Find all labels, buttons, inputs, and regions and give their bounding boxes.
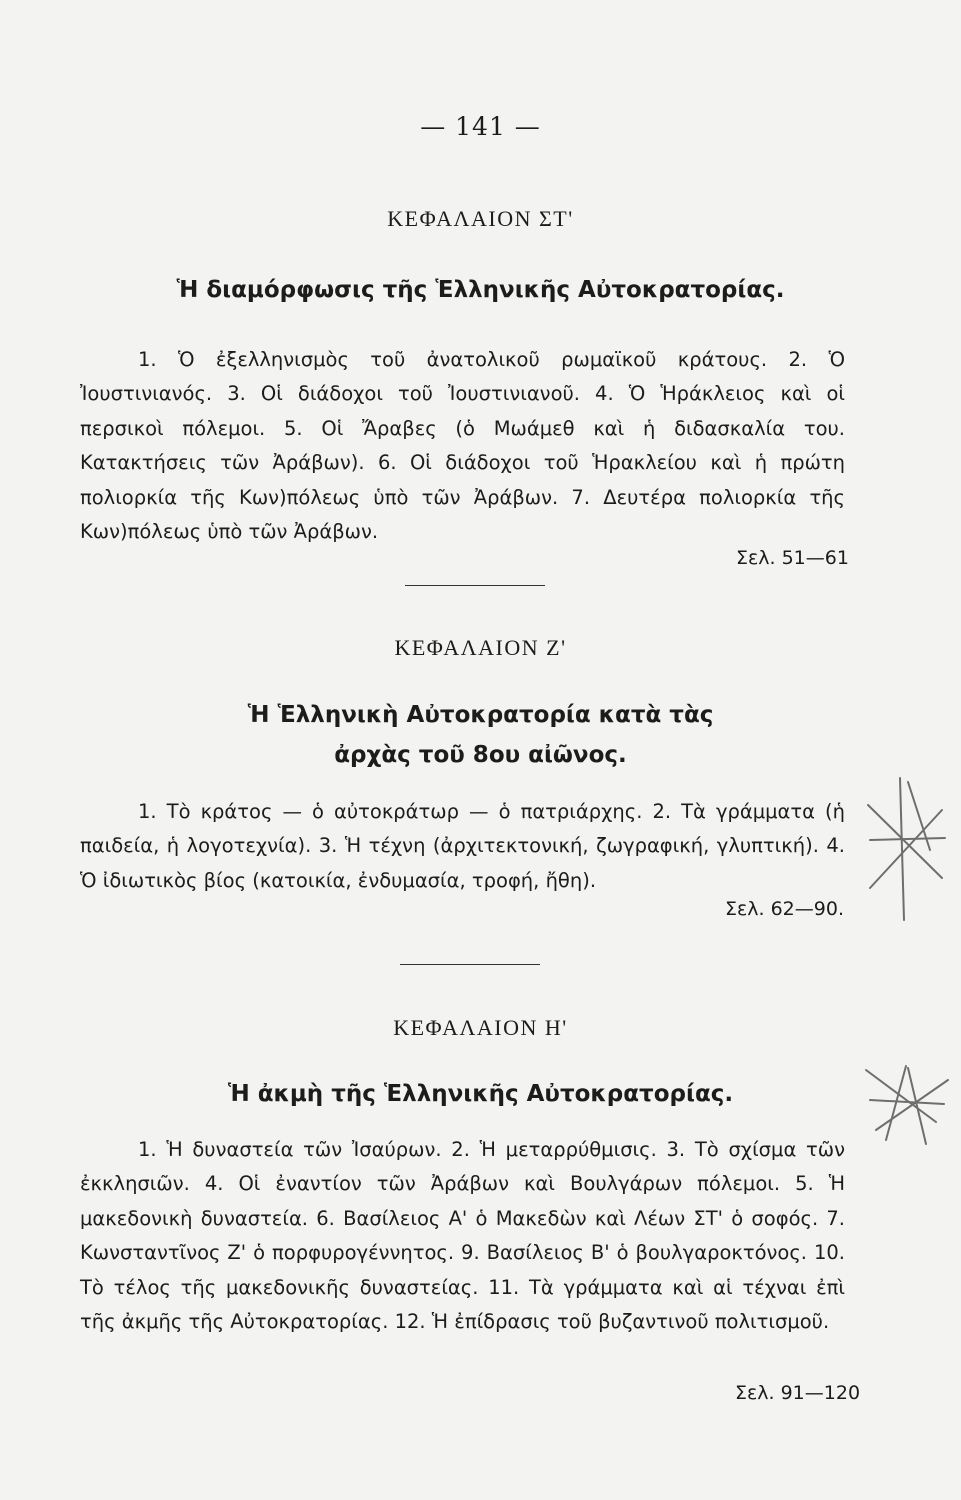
chapter-contents-7: 1. Τὸ κράτος — ὁ αὐτοκράτωρ — ὁ πατριάρχης. 2. Τὰ γράμματα (ἡ παιδεία, ἡ λογοτεχνία). 3. Ἡ τέχνη (ἀρχιτεκτονική, ζωγραφική, γλυπτική). 4. Ὁ ἰδιωτικὸς βίος (κατοικία, ἐνδυμασία, τροφή, ἤθη). xyxy=(80,800,845,892)
chapter-heading-8: ΚΕΦΑΛΑΙΟΝ Η' xyxy=(393,1015,568,1040)
page-range-8: Σελ. 91—120 xyxy=(735,1382,861,1404)
chapter-title-line: Ἡ Ἑλληνικὴ Αὐτοκρατορία κατὰ τὰς xyxy=(247,702,714,728)
chapter-title-6 xyxy=(0,270,961,310)
chapter-title-line: Ἡ διαμόρφωσις τῆς Ἑλληνικῆς Αὐτοκρατορίας. xyxy=(176,277,785,303)
chapter-heading-7: ΚΕΦΑΛΑΙΟΝ Ζ' xyxy=(394,635,567,660)
chapter-title-line: ἀρχὰς τοῦ 8ου αἰῶνος. xyxy=(334,742,627,768)
chapter-heading-6: ΚΕΦΑΛΑΙΟΝ ΣΤ' xyxy=(387,206,574,231)
chapter-contents-8: 1. Ἡ δυναστεία τῶν Ἰσαύρων. 2. Ἡ μεταρρύθμισις. 3. Τὸ σχίσμα τῶν ἐκκλησιῶν. 4. Οἱ ἐναντίον τῶν Ἀράβων καὶ Βουλγάρων πόλεμοι. 5. Ἡ μακεδονικὴ δυναστεία. 6. Βασίλειος Α' ὁ Μακεδὼν καὶ Λέων ΣΤ' ὁ σοφός. 7. Κωνσταντῖνος Ζ' ὁ πορφυρογέννητος. 9. Βασίλειος Β' ὁ βουλγαροκτόνος. 10. Τὸ τέλος τῆς μακεδονικῆς δυναστείας. 11. Τὰ γράμματα καὶ αἱ τέχναι ἐπὶ τῆς ἀκμῆς τῆς Αὐτοκρατορίας. 12. Ἡ ἐπίδρασις τοῦ βυζαντινοῦ πολιτισμοῦ. xyxy=(80,1138,845,1334)
chapter-title-8 xyxy=(0,1074,961,1114)
chapter-contents-6: 1. Ὁ ἐξελληνισμὸς τοῦ ἀνατολικοῦ ρωμαϊκοῦ κράτους. 2. Ὁ Ἰουστινιανός. 3. Οἱ διάδοχοι τοῦ Ἰουστινιανοῦ. 4. Ὁ Ἡράκλειος καὶ οἱ περσικοὶ πόλεμοι. 5. Οἱ Ἄραβες (ὁ Μωάμεθ καὶ ἡ διδασκαλία του. Κατακτήσεις τῶν Ἀράβων). 6. Οἱ διάδοχοι τοῦ Ἡρακλείου καὶ ἡ πρώτη πολιορκία τῆς Κων)πόλεως ὑπὸ τῶν Ἀράβων. 7. Δευτέρα πολιορκία τῆς Κων)πόλεως ὑπὸ τῶν Ἀράβων. xyxy=(80,348,845,544)
chapter-title-line: Ἡ ἀκμὴ τῆς Ἑλληνικῆς Αὐτοκρατορίας. xyxy=(227,1081,734,1107)
section-divider xyxy=(400,964,540,965)
page-range-6: Σελ. 51—61 xyxy=(736,547,849,569)
page-number: — 141 — xyxy=(420,112,541,141)
section-divider xyxy=(405,585,545,586)
chapter-title-7 xyxy=(0,695,961,775)
pencil-star-mark xyxy=(860,770,950,930)
page-range-7: Σελ. 62—90. xyxy=(725,898,844,920)
pencil-star-mark xyxy=(856,1060,956,1150)
